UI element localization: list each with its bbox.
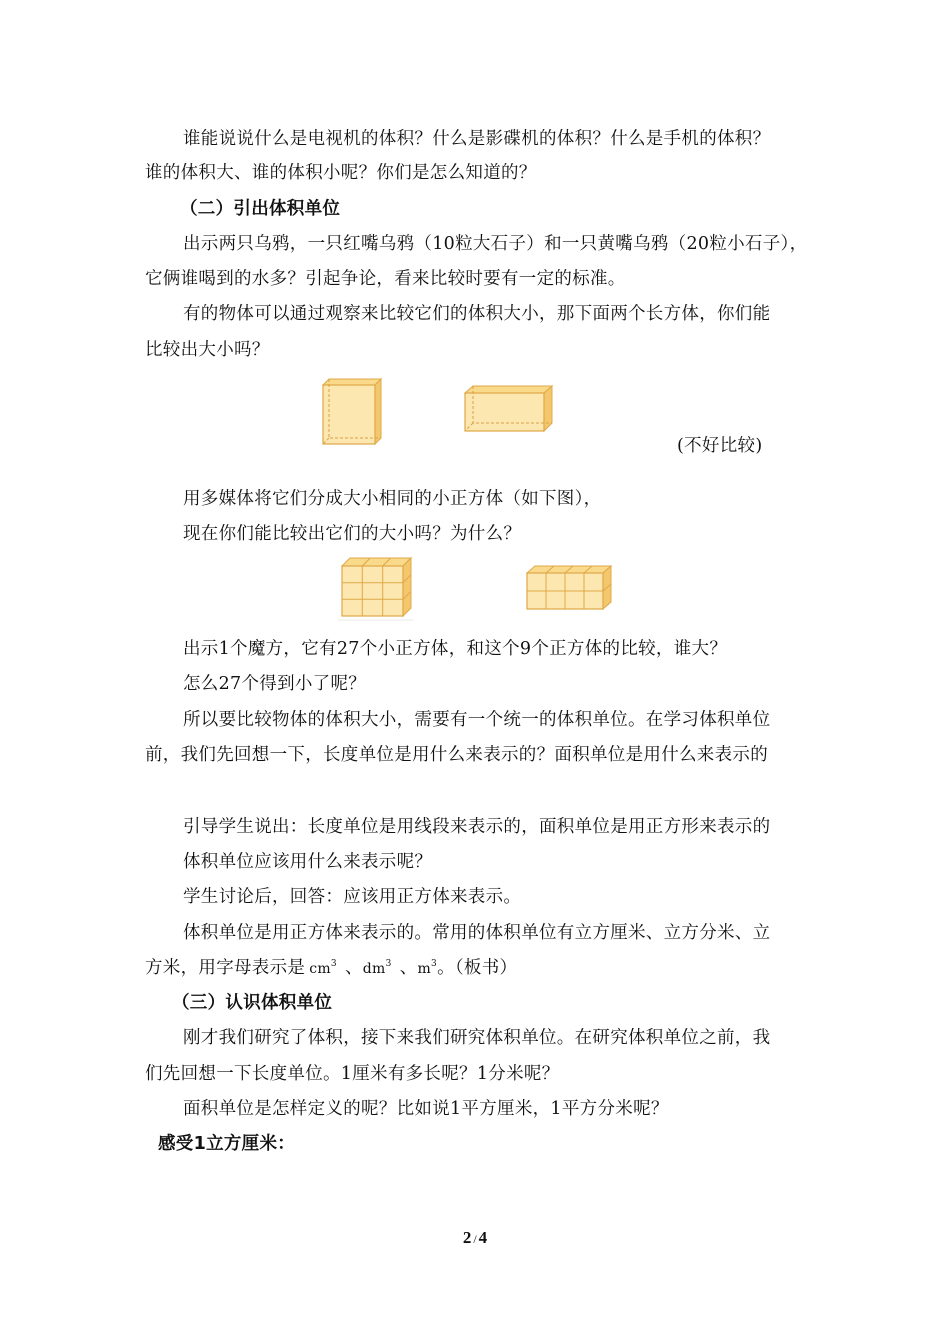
- paragraph-line: 出示1个魔方，它有27个小正方体，和这个9个正方体的比较，谁大？: [183, 639, 728, 659]
- paragraph-line: 前，我们先回想一下，长度单位是用什么来表示的？面积单位是用什么来表示的: [145, 745, 768, 765]
- paragraph-line: 引导学生说出：长度单位是用线段来表示的，面积单位是用正方形来表示的: [183, 817, 771, 837]
- page-separator: /: [473, 1232, 477, 1246]
- paragraph-line: 所以要比较物体的体积大小，需要有一个统一的体积单位。在学习体积单位: [183, 710, 771, 730]
- paragraph-line: 怎么27个得到小了呢？: [183, 674, 367, 694]
- unit-separator: 、: [399, 958, 418, 978]
- paragraph-line: 谁的体积大、谁的体积小呢？你们是怎么知道的？: [145, 163, 537, 183]
- current-page: 2: [462, 1228, 472, 1247]
- section-heading: （三）认识体积单位: [172, 993, 333, 1013]
- unit-exponent: 3: [385, 959, 392, 970]
- paragraph-line: 学生讨论后，回答：应该用正方体来表示。: [183, 887, 522, 907]
- page-number: [0, 1228, 950, 1248]
- paragraph-line: 有的物体可以通过观察来比较它们的体积大小，那下面两个长方体，你们能: [183, 304, 771, 324]
- cuboids-figure: [315, 376, 560, 446]
- paragraph-line: 面积单位是怎样定义的呢？比如说1平方厘米，1平方分米呢？: [183, 1099, 669, 1119]
- unit-m: m: [417, 961, 432, 977]
- unit-dm: dm: [362, 961, 386, 977]
- wide-cuboid-4x2: [527, 566, 611, 609]
- paragraph-line: 体积单位是用正方体来表示的。常用的体积单位有立方厘米、立方分米、立: [183, 923, 771, 943]
- section-heading: （二）引出体积单位: [180, 199, 341, 219]
- unit-exponent: 3: [330, 959, 337, 970]
- paragraph-line: 它俩谁喝到的水多？引起争论，看来比较时要有一定的标准。: [145, 269, 626, 289]
- units-suffix: 。（板书）: [437, 958, 518, 978]
- volume-units-line: [145, 955, 517, 982]
- wide-cuboid: [465, 386, 552, 431]
- paragraph-line: 用多媒体将它们分成大小相同的小正方体（如下图），: [183, 489, 602, 509]
- paragraph-line: 谁能说说什么是电视机的体积？什么是影碟机的体积？什么是手机的体积？: [183, 129, 771, 149]
- tall-cuboid-3x3: [342, 558, 411, 616]
- unit-exponent: 3: [431, 959, 438, 970]
- tall-cuboid: [323, 379, 381, 444]
- paragraph-line: 现在你们能比较出它们的大小吗？为什么？: [183, 524, 522, 544]
- unit-cubes-figure: [338, 554, 618, 622]
- unit-cm: cm: [309, 961, 331, 977]
- paragraph-line: 比较出大小吗？: [145, 340, 270, 360]
- paragraph-line: 体积单位应该用什么来表示呢？: [183, 852, 433, 872]
- units-prefix: 方米，用字母表示是: [145, 958, 306, 978]
- paragraph-line: 们先回想一下长度单位。1厘米有多长呢？1分米呢？: [145, 1064, 560, 1084]
- total-pages: 4: [478, 1228, 488, 1247]
- subsection-heading: 感受1立方厘米：: [158, 1134, 296, 1154]
- unit-separator: 、: [344, 958, 363, 978]
- paragraph-line: 刚才我们研究了体积，接下来我们研究体积单位。在研究体积单位之前，我: [183, 1028, 771, 1048]
- paragraph-line: 出示两只乌鸦，一只红嘴乌鸦（10粒大石子）和一只黄嘴乌鸦（20粒小石子），: [183, 234, 808, 254]
- figure-note: (不好比较): [677, 436, 763, 456]
